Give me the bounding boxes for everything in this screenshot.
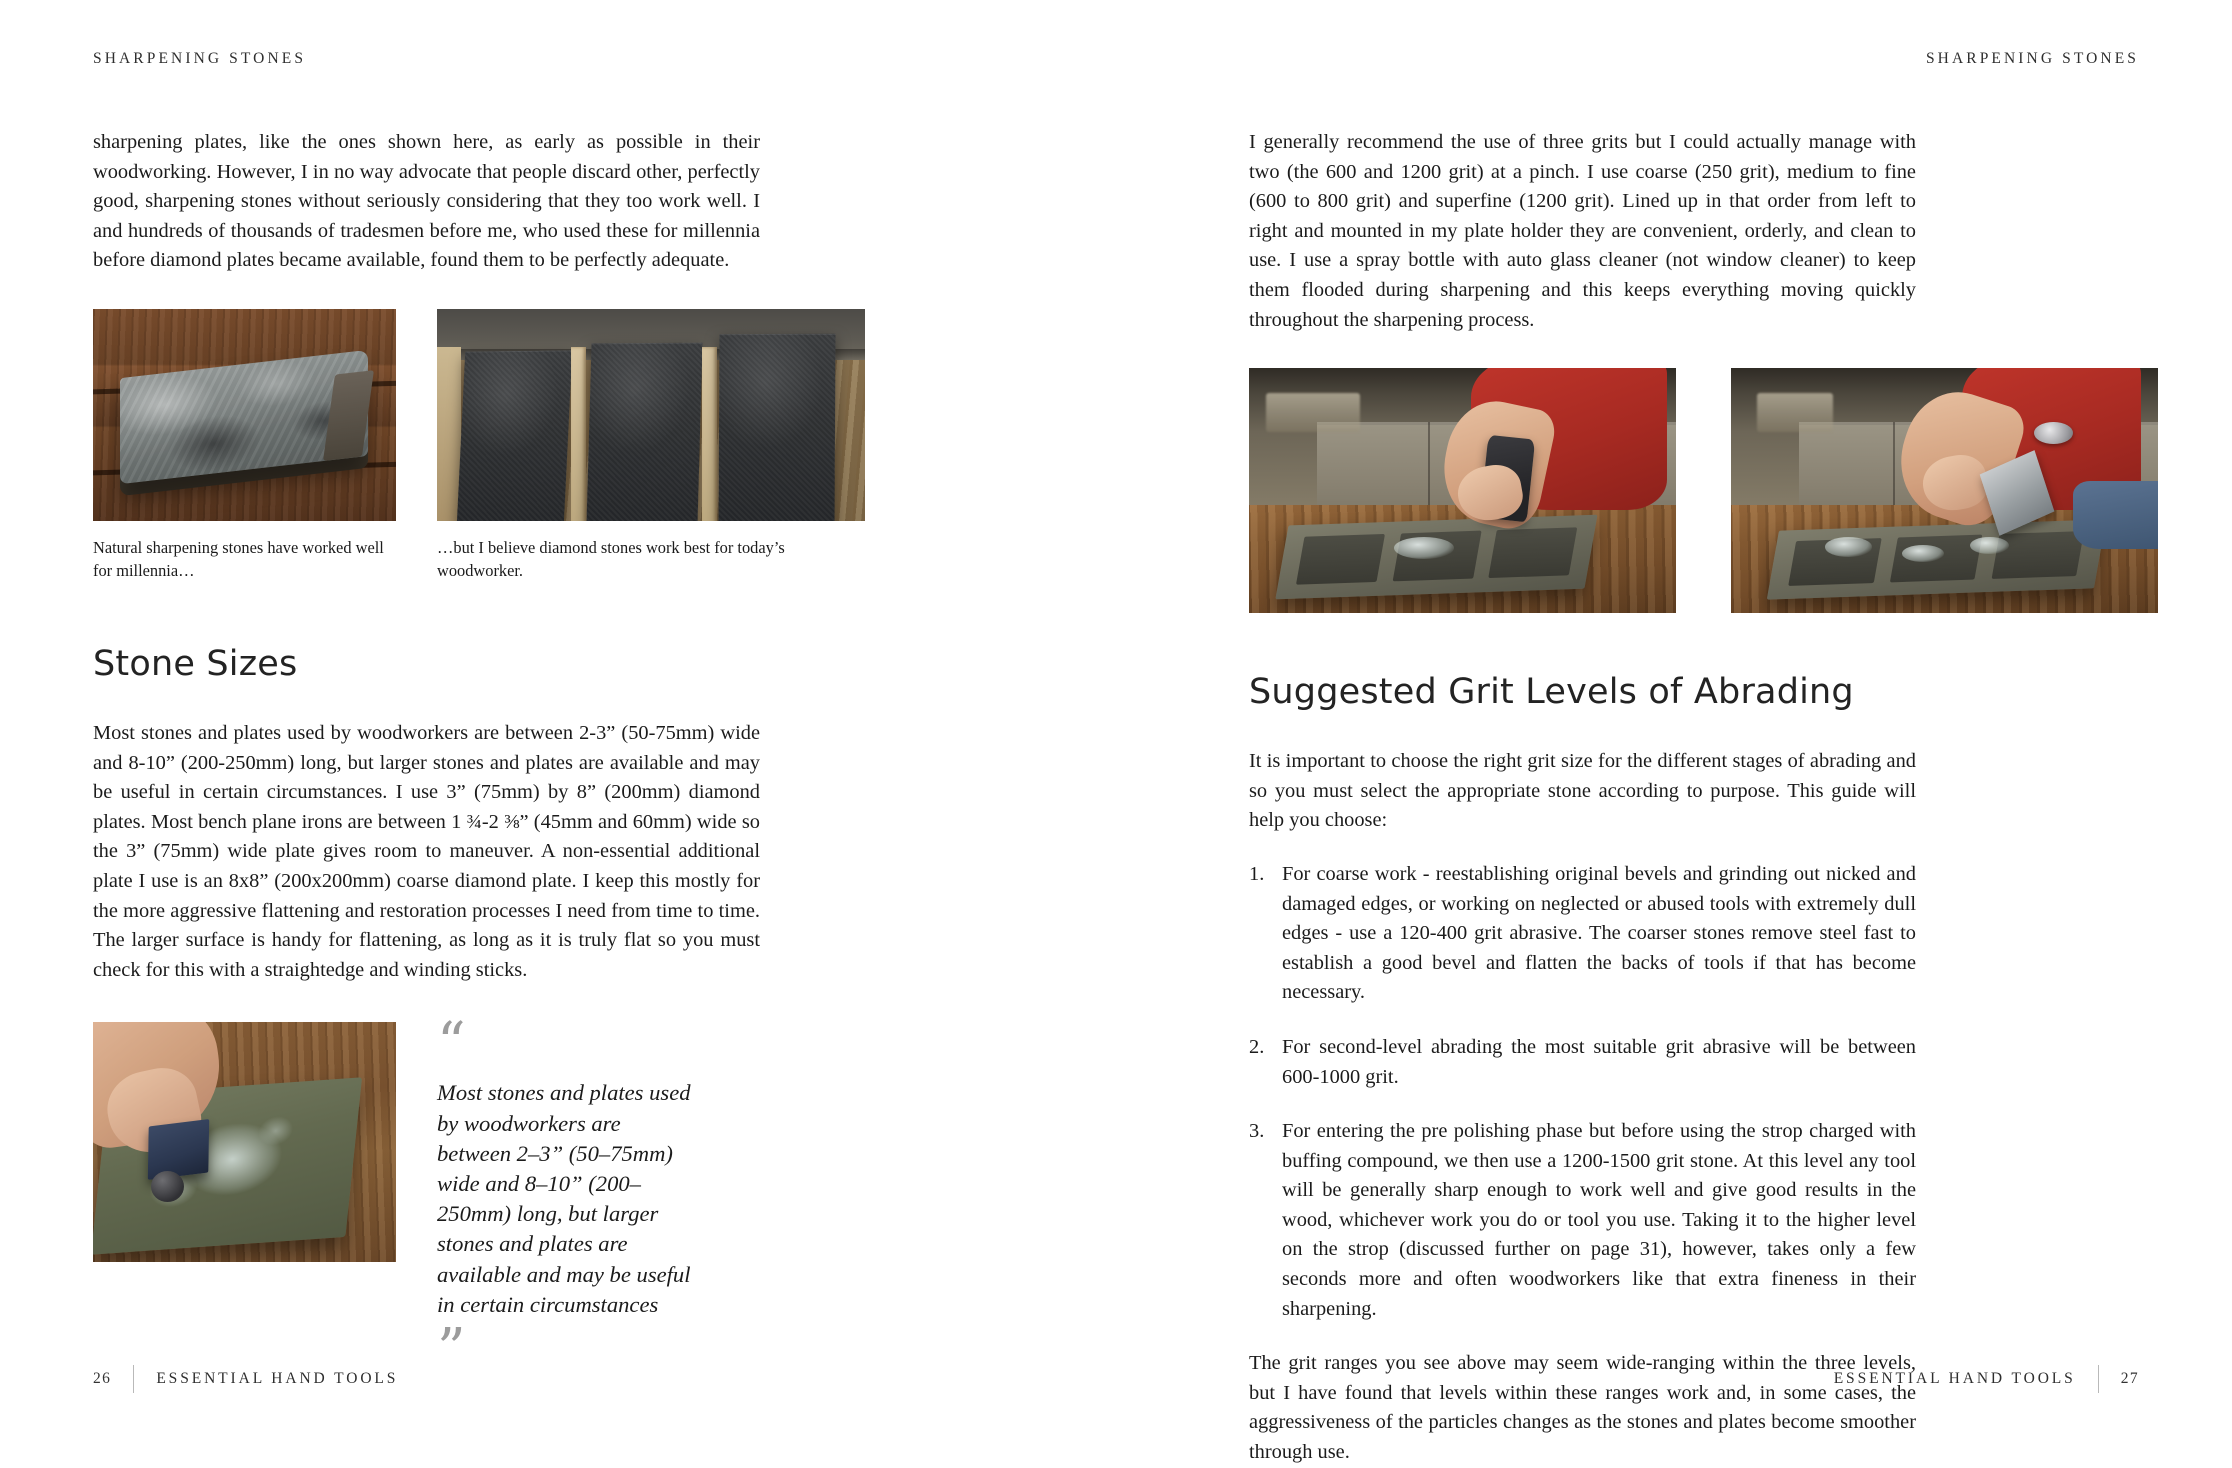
list-item-number: 3.: [1249, 1120, 1265, 1143]
quote-close-mark: ”: [437, 1316, 466, 1382]
figure-caption-natural-stone: Natural sharpening stones have worked well for millennia…: [93, 537, 384, 581]
page-number-right: 27: [2120, 1370, 2139, 1387]
diamond-plate: [719, 334, 836, 521]
spraying-glass-cleaner-on-plates-photo: [1249, 368, 1676, 613]
book-title-right: ESSENTIAL HAND TOOLS: [1833, 1370, 2076, 1387]
grit-list-item: [1249, 1033, 1916, 1092]
list-item-number: 1.: [1249, 862, 1265, 885]
diamond-plate: [456, 351, 572, 521]
left-page-footer: [93, 1365, 398, 1393]
right-page-column: [1249, 128, 1916, 1468]
left-intro-paragraph: sharpening plates, like the ones shown here, as early as possible in their woodworking. However, I in no way advocate that people discard other, perfectly good, sharpening stones without seriously considering that they too work well. I and hundreds of thousands of tradesmen before me, who used these for millennia before diamond plates became available, found them to be perfectly adequate.: [93, 131, 760, 272]
figure-honing-plate: [93, 1022, 396, 1366]
figure-natural-stone: [93, 309, 396, 583]
section-title-stone-sizes: Stone Sizes: [93, 643, 298, 684]
pull-quote-text: Most stones and plates used by woodworkers are between 2–3” (50–75mm) wide and 8–10” (200–250mm) long, but larger stones and plates are available and may be useful in certain circumstances: [437, 1080, 691, 1317]
wristwatch: [2034, 422, 2072, 444]
left-page: [0, 0, 1116, 1453]
diamond-plates-in-holder-photo: [437, 309, 865, 521]
right-intro-paragraph: I generally recommend the use of three grits but I could actually manage with two (the 600 and 1200 grit) at a pinch. I use coarse (250 grit), medium to fine (600 to 800 grit) and superfine (1200 grit). Lined up in that order from left to right and mounted in my plate holder they are convenient, orderly, and clean to use. I use a spray bottle with auto glass cleaner (not window cleaner) to keep them flooded during sharpening and this keeps everything moving quickly throughout the sharpening process.: [1249, 131, 1916, 331]
running-head-left: SHARPENING STONES: [93, 50, 307, 67]
plate-slot: [1991, 531, 2084, 579]
list-item-number: 2.: [1249, 1035, 1265, 1058]
honing-blade-on-plate-holder-photo: [1731, 368, 2158, 613]
diamond-plate: [586, 342, 702, 520]
footer-divider: [133, 1365, 134, 1393]
shelf-jars: [1266, 393, 1360, 432]
figure-honing-on-holder: [1731, 368, 2158, 613]
holder-divider-strip: [571, 347, 586, 521]
plate-slot: [1297, 534, 1386, 585]
figure-spraying-cleaner: [1249, 368, 1676, 613]
section-title-grit-levels: Suggested Grit Levels of Abrading: [1249, 672, 1854, 713]
honing-guide-tool: [147, 1119, 208, 1180]
list-item-text: For entering the pre polishing phase but before using the strop charged with buffing compound, we then use a 1200-1500 grit stone. At this level any tool will be generally sharp enough to work well and give good results in the wood, whichever work you do or tool you use. Taking it to the higher level on the strop (discussed further on page 31), however, takes only a few seconds more and often woodworkers like that extra fineness in their sharpening.: [1282, 1120, 1916, 1320]
cleaner-puddle: [1825, 537, 1872, 557]
figure-caption-diamond-plates: …but I believe diamond stones work best for today’s woodworker.: [437, 537, 785, 581]
right-figure-row: [1249, 368, 1916, 613]
tool-knob: [151, 1171, 184, 1202]
list-item-text: For coarse work - reestablishing original bevels and grinding out nicked and damaged edges, or working on neglected or abused tools with extremely dull edges - use a 120-400 grit abrasive. The coarser stones remove steel fast to establish a good bevel and flatten the backs of tools if that has become necessary.: [1282, 862, 1916, 1004]
stone-sizes-body: Most stones and plates used by woodworkers are between 2-3” (50-75mm) wide and 8-10” (200-250mm) long, but larger stones and plates are available and may be useful in certain circumstances. I use 3” (75mm) by 8” (200mm) diamond plates. Most bench plane irons are between 1 ¾-2 ⅜” (45mm and 60mm) wide so the 3” (75mm) wide plate gives room to maneuver. A non-essential additional plate I use is an 8x8” (200x200mm) coarse diamond plate. I keep this mostly for the more aggressive flattening and restoration processes I need from time to time. The larger surface is handy for flattening, as long as it is truly flat so you must check for this with a straightedge and winding sticks.: [93, 721, 760, 981]
natural-sharpening-stone-photo: [93, 309, 396, 521]
jeans: [2073, 481, 2158, 550]
right-page-footer: [1834, 1365, 2139, 1393]
list-item-text: For second-level abrading the most suitable grit abrasive will be between 600-1000 grit.: [1282, 1035, 1916, 1088]
running-head-right: SHARPENING STONES: [1925, 50, 2139, 67]
grit-list-item: [1249, 1117, 1916, 1324]
grit-levels-closing: The grit ranges you see above may seem wide-ranging within the three levels, but I have found that levels within these ranges work and, in some cases, the aggressiveness of the particles changes as the stones and plates become smoother through use.: [1249, 1352, 1916, 1464]
hand-honing-blade-on-green-plate-photo: [93, 1022, 396, 1262]
left-figure-row: [93, 309, 785, 583]
plate-slot: [1488, 527, 1577, 578]
grit-levels-list: [1249, 860, 1916, 1324]
cleaner-puddle: [1902, 545, 1945, 562]
holder-left-rail: [437, 347, 461, 521]
footer-divider: [2098, 1365, 2099, 1393]
grit-list-item: [1249, 860, 1916, 1008]
figure-diamond-plates: [437, 309, 865, 583]
quote-open-mark: “: [437, 1011, 466, 1077]
holder-divider-strip: [702, 347, 717, 521]
page-number-left: 26: [93, 1370, 112, 1387]
cleaner-puddle: [1970, 537, 2008, 554]
book-title-left: ESSENTIAL HAND TOOLS: [156, 1370, 399, 1387]
pull-quote: [437, 1011, 699, 1382]
right-page: [1116, 0, 2232, 1464]
shelf-jars: [1757, 393, 1834, 432]
grit-levels-intro: It is important to choose the right grit size for the different stages of abrading and so you must select the appropriate stone according to purpose. This guide will help you choose:: [1249, 750, 1916, 832]
